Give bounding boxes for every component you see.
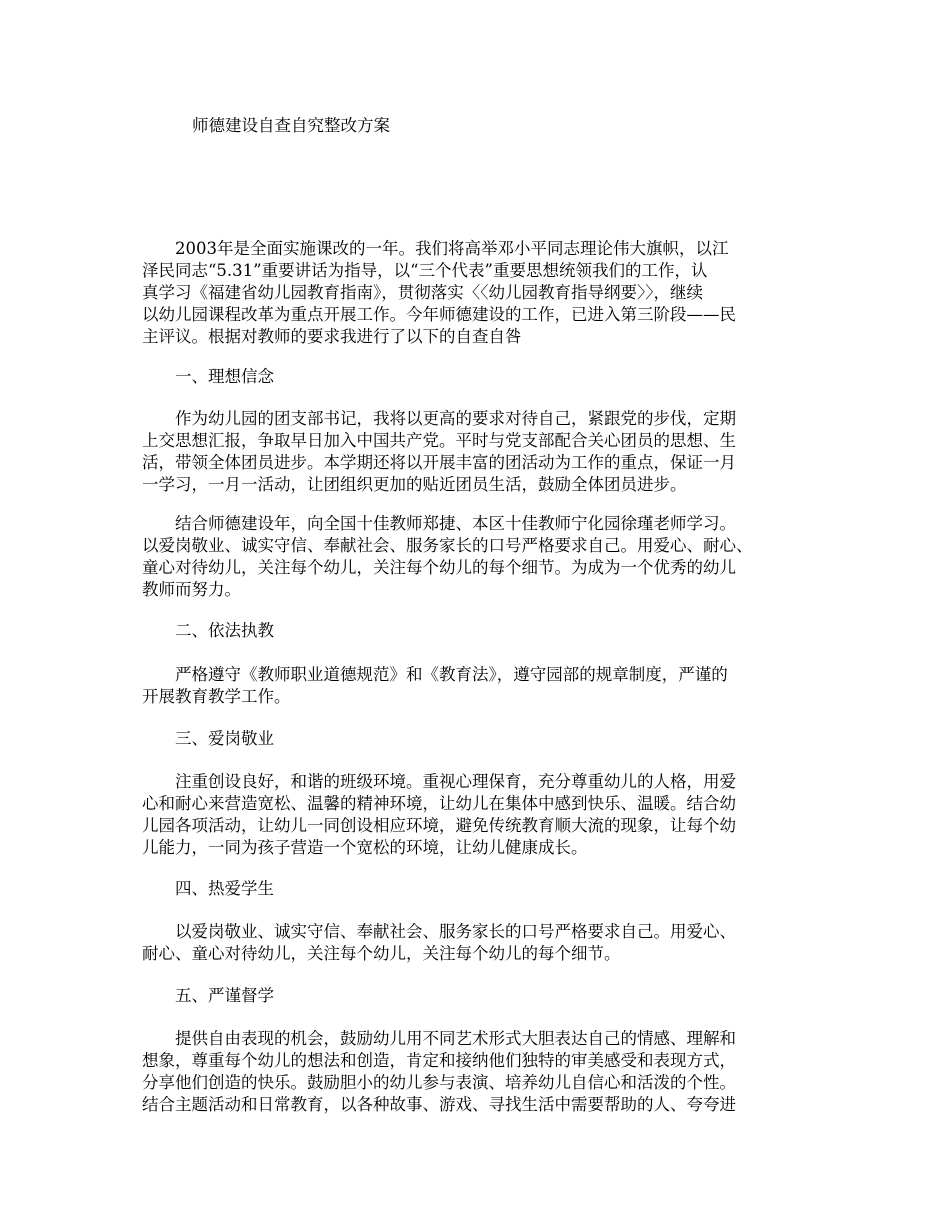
section-heading-love-students: 四、热爱学生 xyxy=(175,879,274,898)
text-line: 注重创设良好，和谐的班级环境。重视心理保育，充分尊重幼儿的人格，用爱 xyxy=(175,772,736,791)
text-line: 儿园各项活动，让幼儿一同创设相应环境，避免传统教育顺大流的现象，让每个幼 xyxy=(142,816,736,835)
text-line: 活，带领全体团员进步。本学期还将以开展丰富的团活动为工作的重点，保证一月 xyxy=(142,453,736,472)
text-line: 以幼儿园课程改革为重点开展工作。今年师德建设的工作，已进入第三阶段——民 xyxy=(142,305,736,324)
section-heading-ideals: 一、理想信念 xyxy=(175,367,274,386)
text-line: 泽民同志“5.31”重要讲话为指导，以“三个代表”重要思想统领我们的工作，认 xyxy=(142,261,708,280)
section-paragraph xyxy=(142,513,812,601)
section-heading-law: 二、依法执教 xyxy=(175,621,274,640)
text-line: 结合主题活动和日常教育，以各种故事、游戏、寻找生活中需要帮助的人、夸夸进 xyxy=(142,1095,736,1114)
text-line: 以爱岗敬业、诚实守信、奉献社会、服务家长的口号严格要求自己。用爱心、 xyxy=(175,922,736,941)
section-heading-dedication: 三、爱岗敬业 xyxy=(175,729,274,748)
section-paragraph xyxy=(142,771,812,859)
text-line: 一学习，一月一活动，让团组织更加的贴近团员生活，鼓励全体团员进步。 xyxy=(142,475,687,494)
text-line: 分享他们创造的快乐。鼓励胆小的幼儿参与表演、培养幼儿自信心和活泼的个性。 xyxy=(142,1073,736,1092)
text-line: 想象，尊重每个幼儿的想法和创造，肯定和接纳他们独特的审美感受和表现方式， xyxy=(142,1051,736,1070)
section-paragraph xyxy=(142,921,812,965)
text-line: 结合师德建设年，向全国十佳教师郑捷、本区十佳教师宁化园徐瑾老师学习。 xyxy=(175,514,736,533)
section-heading-rigorous: 五、严谨督学 xyxy=(175,986,274,1005)
intro-paragraph xyxy=(142,238,812,348)
text-line: 以爱岗敬业、诚实守信、奉献社会、服务家长的口号严格要求自己。用爱心、耐心、 xyxy=(142,536,753,555)
text-line: 提供自由表现的机会，鼓励幼儿用不同艺术形式大胆表达自己的情感、理解和 xyxy=(175,1029,736,1048)
text-line: 严格遵守《教师职业道德规范》和《教育法》，遵守园部的规章制度，严谨的 xyxy=(175,665,728,684)
text-line: 童心对待幼儿，关注每个幼儿，关注每个幼儿的每个细节。为成为一个优秀的幼儿 xyxy=(142,558,736,577)
text-line: 开展教育教学工作。 xyxy=(142,687,291,706)
text-line: 儿能力，一同为孩子营造一个宽松的环境，让幼儿健康成长。 xyxy=(142,838,588,857)
text-line: 主评议。根据对教师的要求我进行了以下的自查自咎 xyxy=(142,327,522,346)
section-paragraph xyxy=(142,1028,812,1116)
text-line: 耐心、童心对待幼儿，关注每个幼儿，关注每个幼儿的每个细节。 xyxy=(142,944,621,963)
section-paragraph xyxy=(142,664,812,708)
text-line: 心和耐心来营造宽松、温馨的精神环境，让幼儿在集体中感到快乐、温暖。结合幼 xyxy=(142,794,736,813)
text-line: 真学习《福建省幼儿园教育指南》，贯彻落实〈〈幼儿园教育指导纲要〉〉，继续 xyxy=(142,283,703,302)
document-title: 师德建设自查自究整改方案 xyxy=(192,116,390,135)
text-line: 作为幼儿园的团支部书记，我将以更高的要求对待自己，紧跟党的步伐，定期 xyxy=(175,409,736,428)
text-line: 教师而努力。 xyxy=(142,580,241,599)
text-line: 上交思想汇报，争取早日加入中国共产党。平时与党支部配合关心团员的思想、生 xyxy=(142,431,736,450)
section-paragraph xyxy=(142,408,812,496)
text-line: 2003年是全面实施课改的一年。我们将高举邓小平同志理论伟大旗帜，以江 xyxy=(175,239,729,258)
